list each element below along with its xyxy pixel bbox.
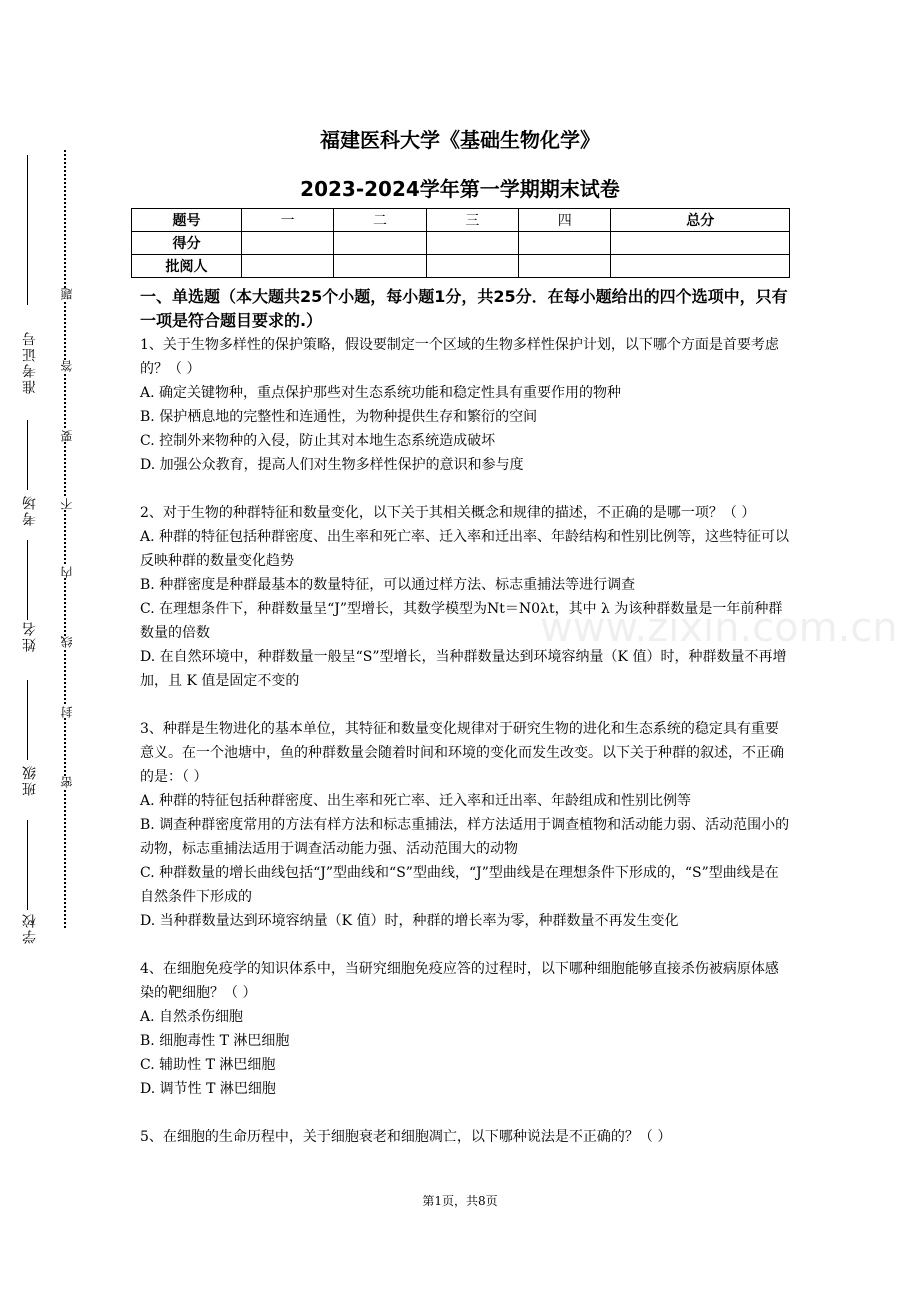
fill-line [27,420,28,490]
header-cell: 总分 [611,209,790,232]
option: A. 种群的特征包括种群密度、出生率和死亡率、迁入率和迁出率、年龄结构和性别比例等，这些特征可以反映种群的数量变化趋势 [140,529,790,569]
score-cell[interactable] [611,255,790,278]
header-cell: 一 [242,209,334,232]
question-stem: 3、种群是生物进化的基本单位，其特征和数量变化规律对于研究生物的进化和生态系统的稳定具有重要意义。在一个池塘中，鱼的种群数量会随着时间和环境的变化而发生改变。以下关于种群的叙述，不正确的是：（ ） [140,721,784,785]
score-cell[interactable] [334,232,426,255]
question-1 [140,333,790,477]
fill-line [27,820,28,910]
question-4 [140,957,790,1101]
option: A. 自然杀伤细胞 [140,1009,244,1025]
seal-char: 题 [60,288,74,300]
page-footer: 第1页，共8页 [422,1194,498,1208]
table-row [132,232,790,255]
label-name: 姓名 [22,620,38,652]
question-5 [140,1125,790,1149]
seal-char: 线 [60,636,74,648]
question-stem: 2、对于生物的种群特征和数量变化，以下关于其相关概念和规律的描述，不正确的是哪一项？（ ） [140,505,756,521]
label-exam-room: 考场 [22,494,38,526]
score-cell[interactable] [242,232,334,255]
header-cell: 四 [519,209,611,232]
score-table [131,208,790,278]
option: B. 种群密度是种群最基本的数量特征，可以通过样方法、标志重捕法等进行调查 [140,577,636,593]
score-cell[interactable] [334,255,426,278]
question-stem: 5、在细胞的生命历程中，关于细胞衰老和细胞凋亡，以下哪种说法是不正确的？（ ） [140,1129,672,1145]
option: B. 保护栖息地的完整性和连通性，为物种提供生存和繁衍的空间 [140,409,538,425]
option: B. 调查种群密度常用的方法有样方法和标志重捕法，样方法适用于调查植物和活动能力弱、活动范围小的动物，标志重捕法适用于调查活动能力强、活动范围大的动物 [140,817,790,857]
question-2 [140,501,790,693]
exam-content [140,285,790,1149]
option: D. 调节性 T 淋巴细胞 [140,1081,276,1097]
score-cell[interactable] [426,255,518,278]
option: C. 控制外来物种的入侵，防止其对本地生态系统造成破坏 [140,433,496,449]
seal-char: 答 [60,360,74,372]
header-cell: 题号 [132,209,242,232]
section-heading: 一、单选题（本大题共25个小题，每小题1分，共25分．在每小题给出的四个选项中，只有一项是符合题目要求的.） [140,287,788,330]
seal-char: 密 [60,776,74,788]
option: D. 在自然环境中，种群数量一般呈“S”型增长，当种群数量达到环境容纳量（K 值）时，种群数量不再增加，且 K 值是固定不变的 [140,649,787,689]
score-cell[interactable] [242,255,334,278]
score-cell[interactable] [611,232,790,255]
question-stem: 1、关于生物多样性的保护策略，假设要制定一个区域的生物多样性保护计划，以下哪个方面是首要考虑的？（ ） [140,337,779,377]
fill-line [27,540,28,620]
seal-char: 不 [60,498,74,510]
fill-line [27,680,28,760]
option: A. 确定关键物种，重点保护那些对生态系统功能和稳定性具有重要作用的物种 [140,385,622,401]
option: D. 加强公众教育，提高人们对生物多样性保护的意识和参与度 [140,457,524,473]
watermark: www.zixin.com.cn [540,605,898,651]
option: D. 当种群数量达到环境容纳量（K 值）时，种群的增长率为零，种群数量不再发生变化 [140,913,679,929]
score-cell[interactable] [426,232,518,255]
option: C. 在理想条件下，种群数量呈“J”型增长，其数学模型为Nt＝N0λt，其中 λ 为该种群数量是一年前种群数量的倍数 [140,601,783,641]
option: C. 辅助性 T 淋巴细胞 [140,1057,276,1073]
label-school: 学校 [22,912,38,944]
header-cell: 二 [334,209,426,232]
question-stem: 4、在细胞免疫学的知识体系中，当研究细胞免疫应答的过程时，以下哪种细胞能够直接杀伤被病原体感染的靶细胞？（ ） [140,961,779,1001]
seal-char: 封 [60,706,74,718]
header-cell: 三 [426,209,518,232]
exam-title: 福建医科大学《基础生物化学》 [320,128,600,152]
option: B. 细胞毒性 T 淋巴细胞 [140,1033,290,1049]
question-3 [140,717,790,933]
exam-subtitle: 2023-2024学年第一学期期末试卷 [300,177,620,201]
score-cell[interactable] [519,255,611,278]
table-row [132,255,790,278]
score-cell[interactable] [519,232,611,255]
row-label: 得分 [132,232,242,255]
label-exam-number: 准考证号 [22,330,38,394]
row-label: 批阅人 [132,255,242,278]
table-row [132,209,790,232]
seal-dotted-line [64,150,66,928]
seal-char: 内 [60,566,74,578]
label-class: 班级 [22,764,38,796]
seal-char: 要 [60,430,74,442]
option: A. 种群的特征包括种群密度、出生率和死亡率、迁入率和迁出率、年龄组成和性别比例等 [140,793,692,809]
option: C. 种群数量的增长曲线包括“J”型曲线和“S”型曲线，“J”型曲线是在理想条件下形成的，“S”型曲线是在自然条件下形成的 [140,865,779,905]
